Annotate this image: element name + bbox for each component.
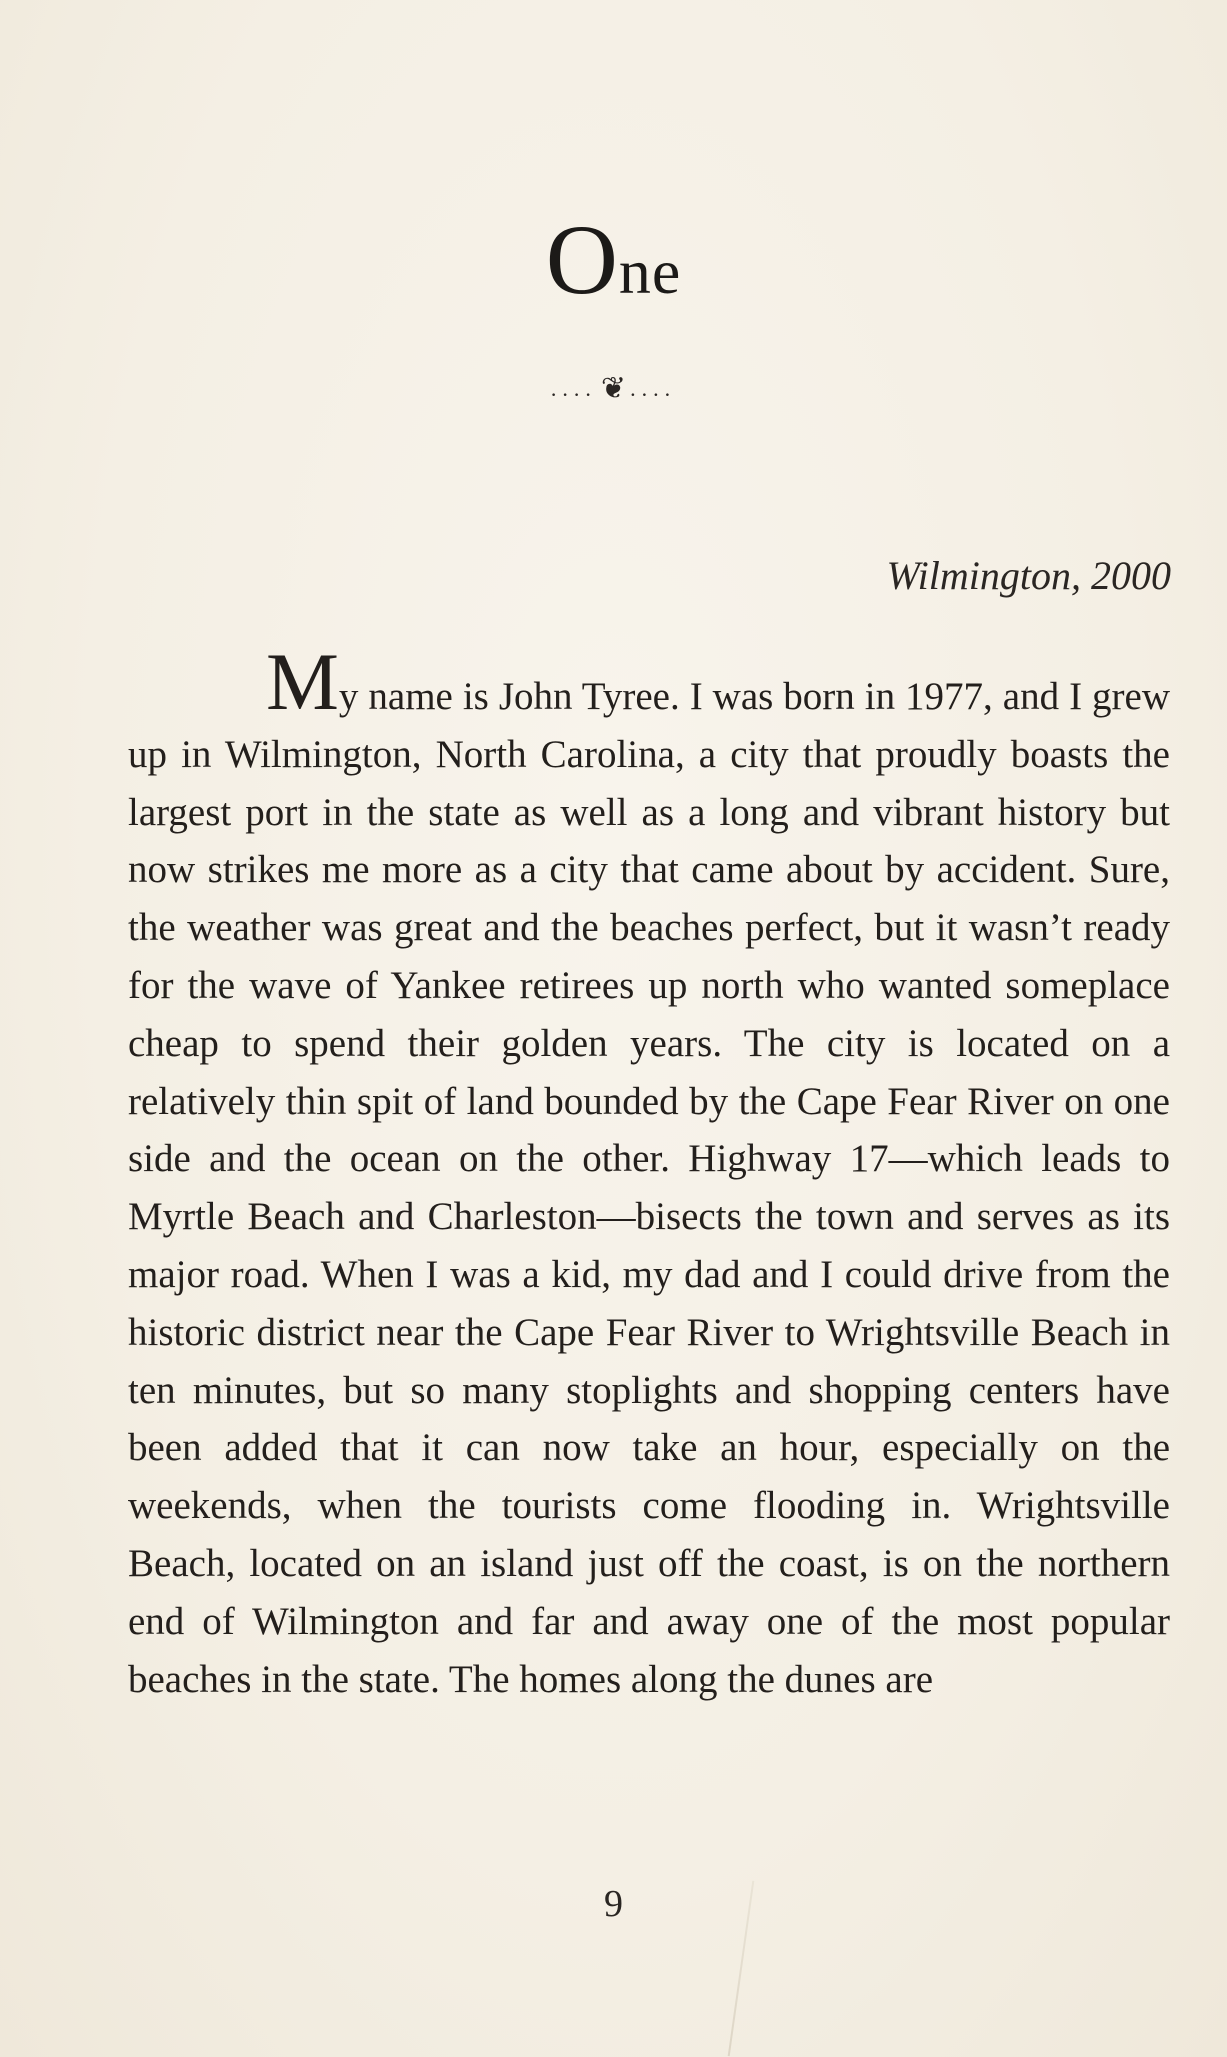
chapter-title — [0, 204, 1227, 315]
chapter-ornament — [0, 372, 1227, 404]
ornament-dots-left: .... — [550, 376, 597, 402]
flourish-icon: ❦ — [600, 372, 627, 406]
chapter-title-rest: ne — [618, 236, 682, 307]
body-text: y name is John Tyree. I was born in 1977, and I grew up in Wilmington, North Carolina, a city that proudly boasts the largest port in the state as well as a long and vibrant history but now strikes me more as a city that came about by accident. Sure, the weather was great and the beaches perfect, but it wasn’t ready for the wave of Yankee retirees up north who wanted someplace cheap to spend their golden years. The city is located on a relatively thin spit of land bounded by the Cape Fear River on one side and the ocean on the other. Highway 17—which leads to Myrtle Beach and Charleston—bisects the town and serves as its major road. When I was a kid, my dad and I could drive from the historic district near the Cape Fear River to Wrightsville Beach in ten minutes, but so many stoplights and shopping centers have been added that it can now take an hour, especially on the weekends, when the tourists come flooding in. Wrightsville Beach, located on an island just off the coast, is on the northern end of Wilmington and far and away one of the most popular beaches in the state. The homes along the dunes are — [128, 675, 1170, 1701]
ornament-dots-right: .... — [630, 376, 677, 402]
drop-cap: M — [266, 636, 339, 727]
chapter-title-initial: O — [545, 204, 619, 315]
body-paragraph — [128, 636, 1170, 1708]
page-number: 9 — [604, 1883, 623, 1925]
place-date-heading: Wilmington, 2000 — [886, 553, 1171, 598]
